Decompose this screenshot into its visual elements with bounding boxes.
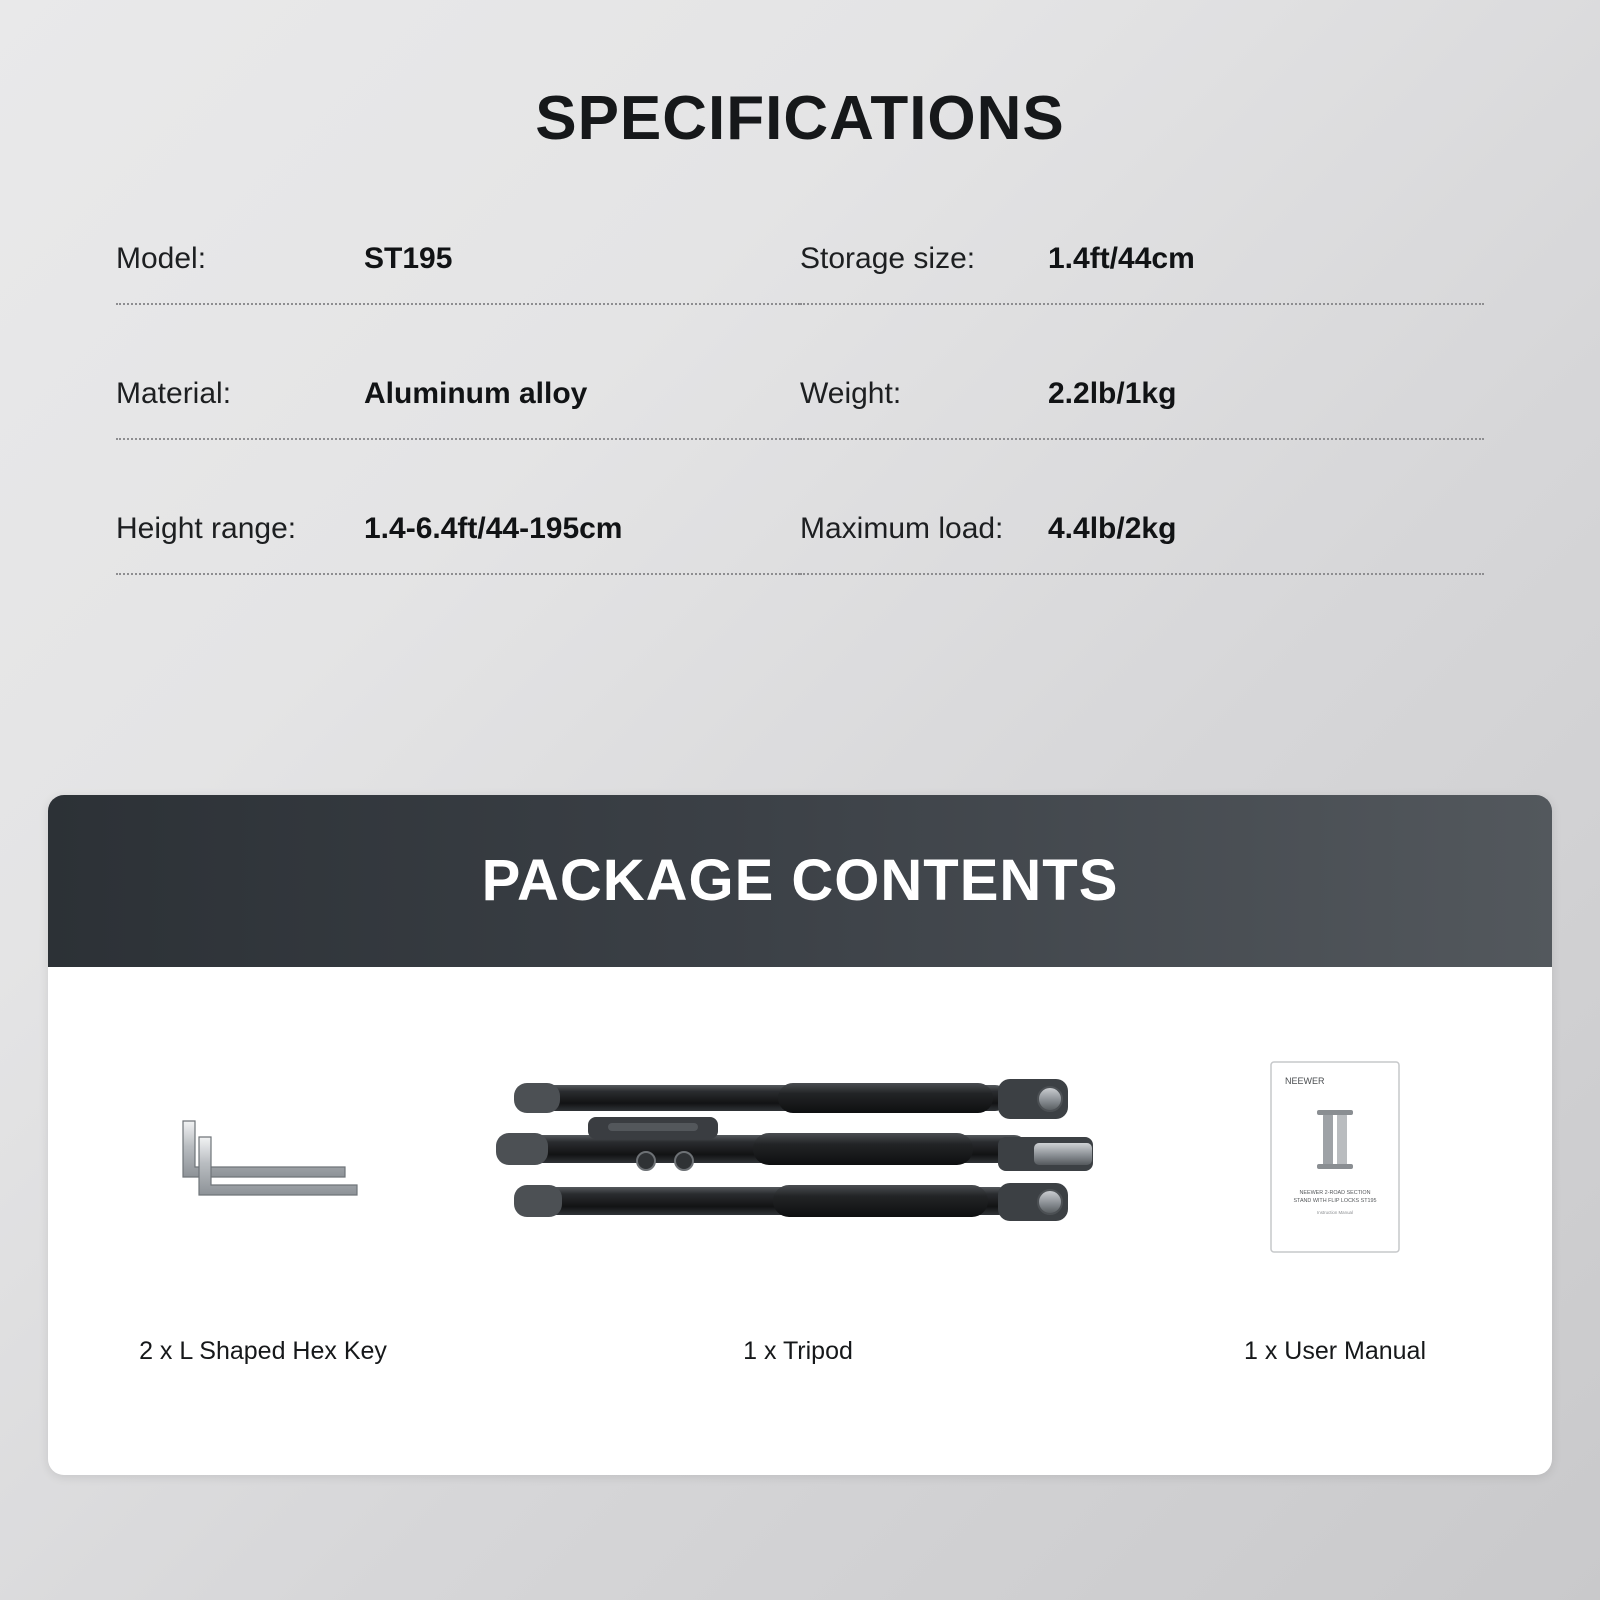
spec-cell-storage-size — [800, 242, 1484, 305]
spec-label: Height range: — [116, 512, 297, 545]
spec-value: 1.4ft/44cm — [1048, 242, 1195, 275]
package-item-caption: 1 x Tripod — [743, 1337, 853, 1365]
user-manual-icon — [1245, 1027, 1425, 1307]
spec-label: Model: — [116, 242, 207, 275]
package-item-user-manual — [1118, 967, 1552, 1475]
spec-cell-weight — [800, 377, 1484, 440]
package-contents-title: PACKAGE CONTENTS — [481, 848, 1119, 913]
spec-cell-material — [116, 377, 800, 440]
spec-row — [116, 242, 1484, 377]
spec-cell-height-range — [116, 512, 800, 575]
spec-row — [116, 377, 1484, 512]
svg-text:NEEWER 2-ROAD SECTION: NEEWER 2-ROAD SECTION — [1299, 1190, 1371, 1196]
package-item-hex-key — [48, 967, 478, 1475]
spec-value: 2.2lb/1kg — [1048, 377, 1177, 410]
manual-brand: NEEWER — [1285, 1076, 1325, 1086]
spec-row — [116, 512, 1484, 647]
spec-cell-model — [116, 242, 800, 305]
package-item-caption: 1 x User Manual — [1243, 1337, 1427, 1365]
package-contents-panel — [48, 795, 1552, 1475]
spec-value: 4.4lb/2kg — [1048, 512, 1177, 545]
spec-label: Storage size: — [800, 242, 976, 275]
svg-text:Instruction Manual: Instruction Manual — [1317, 1210, 1353, 1215]
svg-text:STAND WITH FLIP LOCKS ST195: STAND WITH FLIP LOCKS ST195 — [1293, 1198, 1377, 1204]
package-contents-body — [48, 967, 1552, 1475]
folded-tripod-icon — [478, 1027, 1118, 1307]
hex-key-icon — [153, 1027, 373, 1307]
spec-value: 1.4-6.4ft/44-195cm — [364, 512, 623, 545]
spec-label: Material: — [116, 377, 232, 410]
spec-label: Maximum load: — [800, 512, 1004, 545]
package-contents-header — [48, 795, 1552, 967]
page-title: SPECIFICATIONS — [535, 84, 1065, 153]
spec-value: ST195 — [364, 242, 453, 275]
spec-cell-maximum-load — [800, 512, 1484, 575]
spec-value: Aluminum alloy — [364, 377, 588, 410]
spec-label: Weight: — [800, 377, 902, 410]
specifications-table — [116, 242, 1484, 647]
package-item-caption: 2 x L Shaped Hex Key — [139, 1337, 387, 1365]
package-item-tripod — [478, 967, 1118, 1475]
